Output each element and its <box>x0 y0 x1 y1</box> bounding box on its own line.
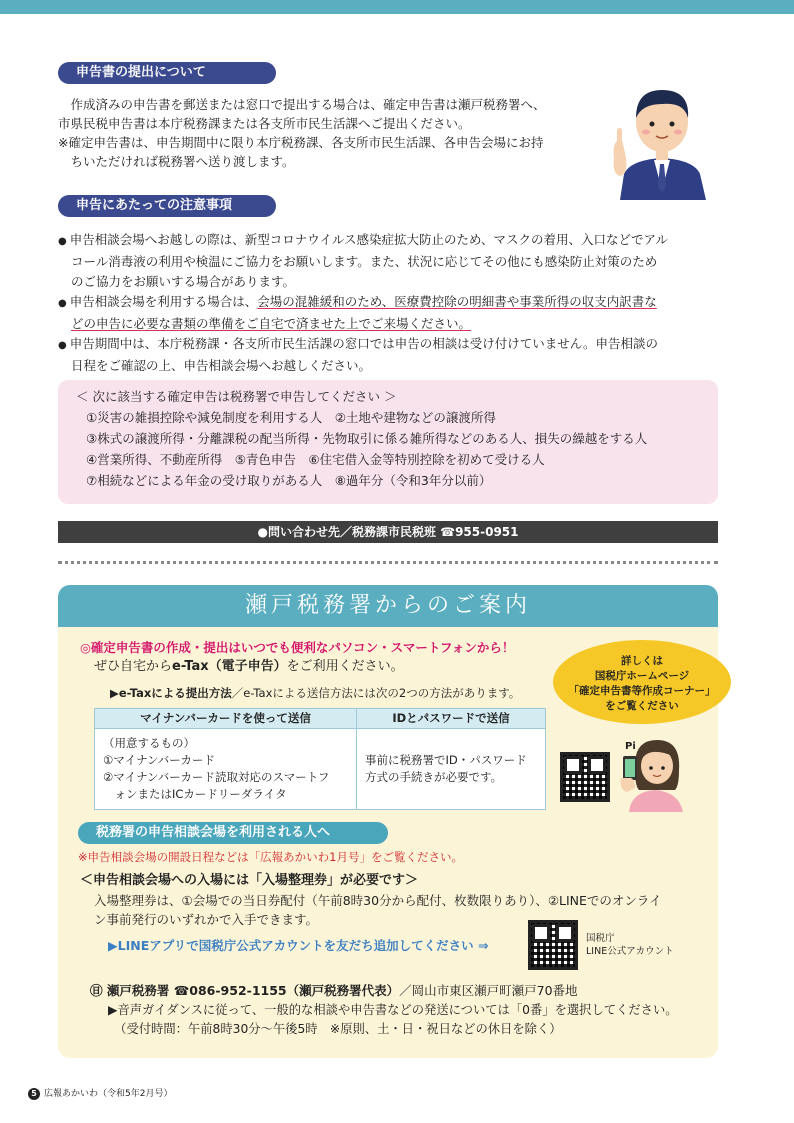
voice-guidance: ▶音声ガイダンスに従って、一般的な相談や申告書などの発送については「0番」を選択してください。 （受付時間：午前8時30分～午後5時 ※原則、土・日・祝日などの休日を除く） <box>108 1003 678 1036</box>
etax-qr-code[interactable] <box>560 752 610 802</box>
precaution-item: ● 申告期間中は、本庁税務課・各支所市民生活課の窓口では申告の相談は受け付けていません。申告相談の 日程をご確認の上、申告相談会場へお越しください。 <box>58 334 720 376</box>
case-line: ④営業所得、不動産所得 ⑤青色申告 ⑥住宅借入金等特別控除を初めて受ける人 <box>86 452 545 467</box>
table-header: IDとパスワードで送信 <box>357 709 546 729</box>
case-line: ⑦相続などによる年金の受け取りがある人 ⑧過年分（令和3年分以前） <box>86 473 492 488</box>
page-footer <box>28 1087 172 1102</box>
precaution-item: ● 申告相談会場を利用する場合は、会場の混雑緩和のため、医療費控除の明細書や事業所得の収支内訳書な どの申告に必要な書類の準備をご自宅で済ませた上でご来場ください。 <box>58 292 720 334</box>
submission-note1: ※確定申告書は、申告期間中に限り本庁税務課、各支所市民生活課、各申告会場にお持 <box>58 135 544 150</box>
pi-label: Pi <box>625 741 636 752</box>
office-address: ㊐ 瀬戸税務署 ☎086-952-1155（瀬戸税務署代表）／岡山市東区瀬戸町瀬戸70番地 <box>90 983 578 998</box>
case-line: ①災害の雑損控除や減免制度を利用する人 ②土地や建物などの譲渡所得 <box>86 410 496 425</box>
submission-text <box>58 95 610 171</box>
submission-line1: 作成済みの申告書を郵送または窓口で提出する場合は、確定申告書は瀬戸税務署へ、 <box>70 97 546 112</box>
dotted-divider <box>58 561 718 564</box>
etax-methods-table <box>94 708 546 810</box>
line-qr-code[interactable] <box>528 920 578 970</box>
info-bubble: 詳しくは 国税庁ホームページ 「確定申告書等作成コーナー」 をご覧ください <box>553 640 731 724</box>
case-line: ③株式の譲渡所得・分離課税の配当所得・先物取引に係る雑所得などのある人、損失の繰越をする人 <box>86 431 648 446</box>
table-cell-idpass: 事前に税務署でID・パスワード 方式の手続きが必要です。 <box>357 729 546 810</box>
publication-label: 広報あかいわ（令和5年2月号） <box>44 1089 173 1099</box>
section-heading-precautions: 申告にあたっての注意事項 <box>58 195 276 217</box>
section-heading-consultation: 税務署の申告相談会場を利用される人へ <box>78 822 388 844</box>
submission-note2: ちいただければ税務署へ送り渡します。 <box>70 154 295 169</box>
etax-headline: ◎確定申告書の作成・提出はいつでも便利なパソコン・スマートフォンから！ <box>80 640 515 655</box>
top-color-bar <box>0 0 794 14</box>
precaution-item: ● 申告相談会場へお越しの際は、新型コロナウイルス感染症拡大防止のため、マスクの着用、入口などでアル コール消毒液の利用や検温にご協力をお願いします。また、状況に応じてその他にも感染防止対策のため のご協力をお願いする場合があります。 <box>58 230 720 292</box>
line-add-friend-link[interactable]: ▶LINEアプリで国税庁公式アカウントを友だち追加してください ⇒ <box>108 938 489 953</box>
submission-line2: 市県民税申告書は本庁税務課または各支所市民生活課へご提出ください。 <box>58 116 471 131</box>
entry-ticket-text: 入場整理券は、①会場での当日券配付（午前8時30分から配付、枚数限りあり）、②LINEでのオンライ ン事前発行のいずれかで入手できます。 <box>94 893 662 927</box>
contact-bar: ●問い合わせ先／税務課市民税班 ☎955-0951 <box>58 521 718 543</box>
consultation-notice: ※申告相談会場の開設日程などは「広報あかいわ1月号」をご覧ください。 <box>78 850 463 864</box>
entry-ticket-heading: ＜申告相談会場への入場には「入場整理券」が必要です＞ <box>80 873 419 888</box>
businessman-illustration <box>606 78 718 200</box>
table-header: マイナンバーカードを使って送信 <box>95 709 357 729</box>
precautions-list <box>58 230 720 376</box>
tax-office-cases-box <box>58 380 718 504</box>
table-cell-mynumber: （用意するもの） ①マイナンバーカード ②マイナンバーカード読取対応のスマートフ ォンまたはICカードリーダライタ <box>95 729 357 810</box>
tax-office-title: 瀬戸税務署からのご案内 <box>58 585 718 627</box>
section-heading-submission: 申告書の提出について <box>58 62 276 84</box>
cases-heading: ＜ 次に該当する確定申告は税務署で申告してください ＞ <box>76 389 397 404</box>
etax-method-line: ▶e-Taxによる提出方法／e-Taxによる送信方法には次の2つの方法があります。 <box>110 686 521 700</box>
page-number: 5 <box>28 1088 40 1100</box>
etax-subline: ぜひ自宅からe-Tax（電子申告）をご利用ください。 <box>94 659 404 674</box>
line-qr-caption: 国税庁 LINE公式アカウント <box>586 933 674 957</box>
